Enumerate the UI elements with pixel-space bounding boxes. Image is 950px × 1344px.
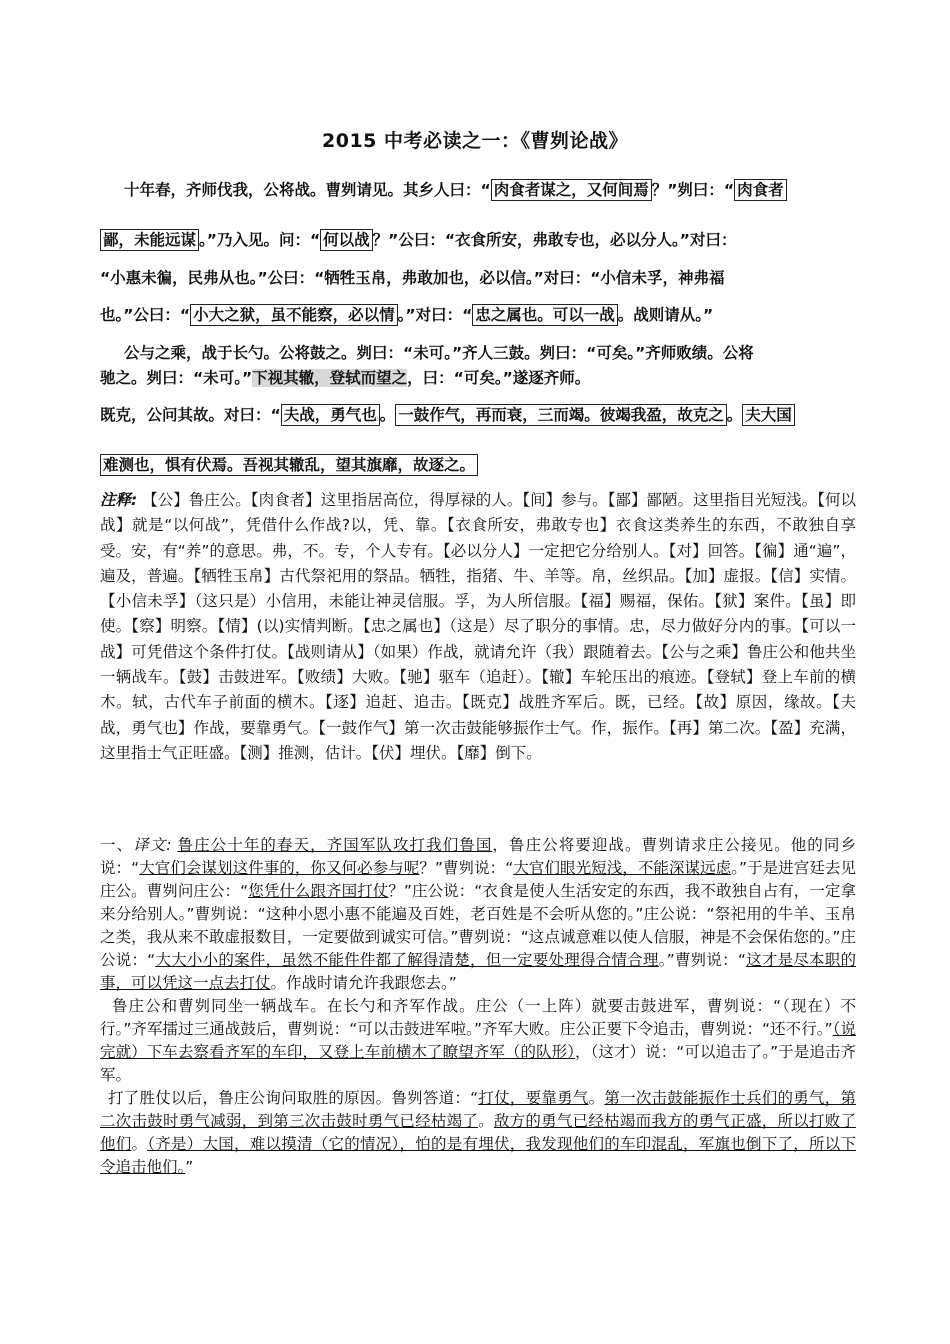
notes-label: 注释: (100, 491, 138, 509)
key-phrase-box: 忠之属也。可以一战 (472, 304, 618, 326)
original-line-8 (100, 455, 852, 475)
underlined-phrase: 这才是尽本职的事，可以凭这一点去打仗 (100, 951, 856, 992)
key-phrase-box: 夫战，勇气也 (281, 404, 380, 426)
underlined-phrase: 敌方的勇气已经枯竭而我方的勇气正盛，所以打败了他们 (100, 1112, 856, 1153)
key-phrase-box: 难测也，惧有伏焉。吾视其辙乱，望其旗靡，故逐之。 (100, 454, 478, 476)
translation-paragraph-1: 一、译文: 鲁庄公十年的春天，齐国军队攻打我们鲁国，鲁庄公将要迎战。曹刿请求庄公接见。他的同乡说：“大官们会谋划这件事的，你又何必参与呢？”曹刿说：“大官们眼光短浅，不能深谋远虑。”于是进宫廷去见庄公。曹刿问庄公：“您凭什么跟齐国打仗？”庄公说：“衣食是使人生活安定的东西，我不敢独自占有，一定拿来分给别人。”曹刿说：“这种小恩小惠不能遍及百姓，老百姓是不会听从您的。”庄公说：“祭祀用的牛羊、玉帛之类，我从来不敢虚报数目，一定要做到诚实可信。”曹刿说：“这点诚意难以使人信服，神是不会保佑您的。”庄公说：“大大小小的案件，虽然不能件件都了解得清楚，但一定要处理得合情合理。”曹刿说：“这才是尽本职的事，可以凭这一点去打仗。作战时请允许我跟您去。” (100, 836, 856, 992)
original-line-7: 既克，公问其故。对曰：“ 夫战，勇气也 。 一鼓作气，再而衰，三而竭。彼竭我盈，故克之 。 夫大国 (100, 405, 852, 425)
translation-text: ？”曹刿说：“ (419, 859, 514, 877)
underlined-phrase: 鲁庄公十年的春天，齐国军队攻打我们鲁国 (177, 836, 493, 854)
translation-text: 。 (131, 1135, 148, 1153)
translation-text: 。作战时请允许我跟您去。” (270, 974, 457, 992)
page-title: 2015 中考必读之一：《曹刿论战》 (322, 130, 628, 152)
key-phrase-box: 一鼓作气，再而衰，三而竭。彼竭我盈，故克之 (395, 404, 727, 426)
translation-label: 译文: (133, 836, 172, 854)
translation-section (100, 834, 856, 1179)
translation-text: 。”曹刿说：“ (658, 951, 746, 969)
highlighted-phrase: 下视其辙，登轼而望之 (252, 369, 408, 387)
key-phrase-box: 夫大国 (742, 404, 795, 426)
underlined-phrase: 您凭什么跟齐国打仗 (248, 882, 389, 900)
original-line-1: 十年春，齐师伐我，公将战。曹刿请见。其乡人曰：“ 肉食者谋之，又何间焉 ？”刿曰：“ 肉食者 (124, 180, 876, 200)
key-phrase-box: 肉食者 (734, 179, 787, 201)
key-phrase-box: 小大之狱，虽不能察，必以情 (190, 304, 398, 326)
original-line-4: 也。”公曰：“ 小大之狱，虽不能察，必以情 。”对曰：“ 忠之属也。可以一战 。战则请从。” (100, 306, 714, 324)
translation-text: 。 (588, 1089, 605, 1107)
translation-text: ，鲁庄公将要迎战。曹刿请求庄公接见。他的同乡说：“ (100, 836, 856, 877)
translation-text: 鲁庄公和曹刿同坐一辆战车。在长勺和齐军作战。庄公（一上阵）就要击鼓进军，曹刿说：“（现在）不行。”齐军擂过三通战鼓后，曹刿说：“可以击鼓进军啦。”齐军大败。庄公正要下令追击，曹刿说：“还不行。” (100, 997, 856, 1038)
underlined-phrase: （说完就）下车去察看齐军的车印，又登上车前横木了瞭望齐军（的队形） (100, 1020, 856, 1061)
key-phrase-box: 鄙，未能远谋 (100, 229, 199, 251)
underlined-phrase: 第一次击鼓能振作士兵们的勇气，第二次击鼓时勇气减弱，到第三次击鼓时勇气已经枯竭了 (100, 1089, 856, 1130)
original-line-2: 鄙，未能远谋 。”乃入见。问：“ 何以战 ？”公曰：“衣食所安，弗敢专也，必以分人。”对曰： (100, 230, 852, 250)
original-line-3: “小惠未徧，民弗从也。”公曰：“牺牲玉帛，弗敢加也，必以信。”对曰：“小信未孚，神弗福 (100, 269, 725, 287)
original-line-5: 公与之乘，战于长勺。公将鼓之。刿曰：“未可。”齐人三鼓。刿曰：“可矣。”齐师败绩。公将 (124, 344, 754, 362)
translation-text: 。 (478, 1112, 494, 1130)
notes-text: 【公】鲁庄公。【肉食者】这里指居高位，得厚禄的人。【间】参与。【鄙】鄙陋。这里指目光短浅。【何以战】就是“以何战”，凭借什么作战?以，凭、靠。【衣食所安，弗敢专也】衣食这类养生的东西，不敢独自享受。安，有“养”的意思。弗，不。专，个人专有。【必以分人】一定把它分给别人。【对】回答。【徧】通“遍”，遍及，普遍。【牺牲玉帛】古代祭祀用的祭品。牺牲，指猪、牛、羊等。帛，丝织品。【加】虚报。【信】实情。【小信未孚】（这只是）小信用，未能让神灵信服。孚，为人所信服。【福】赐福，保佑。【狱】案件。【虽】即使。【察】明察。【情】(以)实情判断。【忠之属也】（这是）尽了职分的事情。忠，尽力做好分内的事。【可以一战】可凭借这个条件打仗。【战则请从】（如果）作战，就请允许（我）跟随着去。【公与之乘】鲁庄公和他共坐一辆战车。【鼓】击鼓进军。【败绩】大败。【驰】驱车（追赶）。【辙】车轮压出的痕迹。【登轼】登上车前的横木。轼，古代车子前面的横木。【逐】追赶、追击。【既克】战胜齐军后。既，已经。【故】原因，缘故。【夫战，勇气也】作战，要靠勇气。【一鼓作气】第一次击鼓能够振作士气。作，振作。【再】第二次。【盈】充满，这里指士气正旺盛。【测】推测，估计。【伏】埋伏。【靡】倒下。 (100, 491, 856, 762)
translation-text: ？”庄公说：“衣食是使人生活安定的东西，我不敢独自占有，一定拿来分给别人。”曹刿说：“这种小恩小惠不能遍及百姓，老百姓是不会听从您的。”庄公说：“祭祀用的牛羊、玉帛之类，我从来不敢虚报数目，一定要做到诚实可信。”曹刿说：“这点诚意难以使人信服，神是不会保佑您的。”庄公说：“ (100, 882, 856, 969)
underlined-phrase: 打仗，要靠勇气 (478, 1089, 589, 1107)
underlined-phrase: 大大小小的案件，虽然不能件件都了解得清楚，但一定要处理得合情合理 (155, 951, 659, 969)
underlined-phrase: 大官们会谋划这件事的，你又何必参与呢 (139, 859, 420, 877)
translation-text: 打了胜仗以后，鲁庄公询问取胜的原因。鲁刿答道：“ (108, 1089, 479, 1107)
original-line-6: 驰之。刿曰：“未可。”下视其辙，登轼而望之，曰：“可矣。”遂逐齐师。 (100, 369, 591, 387)
translation-text: 。”于是进宫廷去见庄公。曹刿问庄公：“ (100, 859, 856, 900)
key-phrase-box: 何以战 (320, 229, 373, 251)
underlined-phrase: 大官们眼光短浅，不能深谋远虑 (513, 859, 732, 877)
translation-text: ，（这才）说：“可以追击了。”于是追击齐军。 (100, 1043, 856, 1084)
translation-paragraph-2 (100, 995, 856, 1087)
translation-paragraph-3 (100, 1087, 856, 1179)
translation-text: ” (185, 1158, 194, 1176)
key-phrase-box: 肉食者谋之，又何间焉 (491, 179, 652, 201)
annotations-section (100, 488, 856, 766)
underlined-phrase: （齐是）大国，难以摸清（它的情况），怕的是有埋伏，我发现他们的车印混乱，军旗也倒下了，所以下令追击他们。 (100, 1135, 856, 1176)
